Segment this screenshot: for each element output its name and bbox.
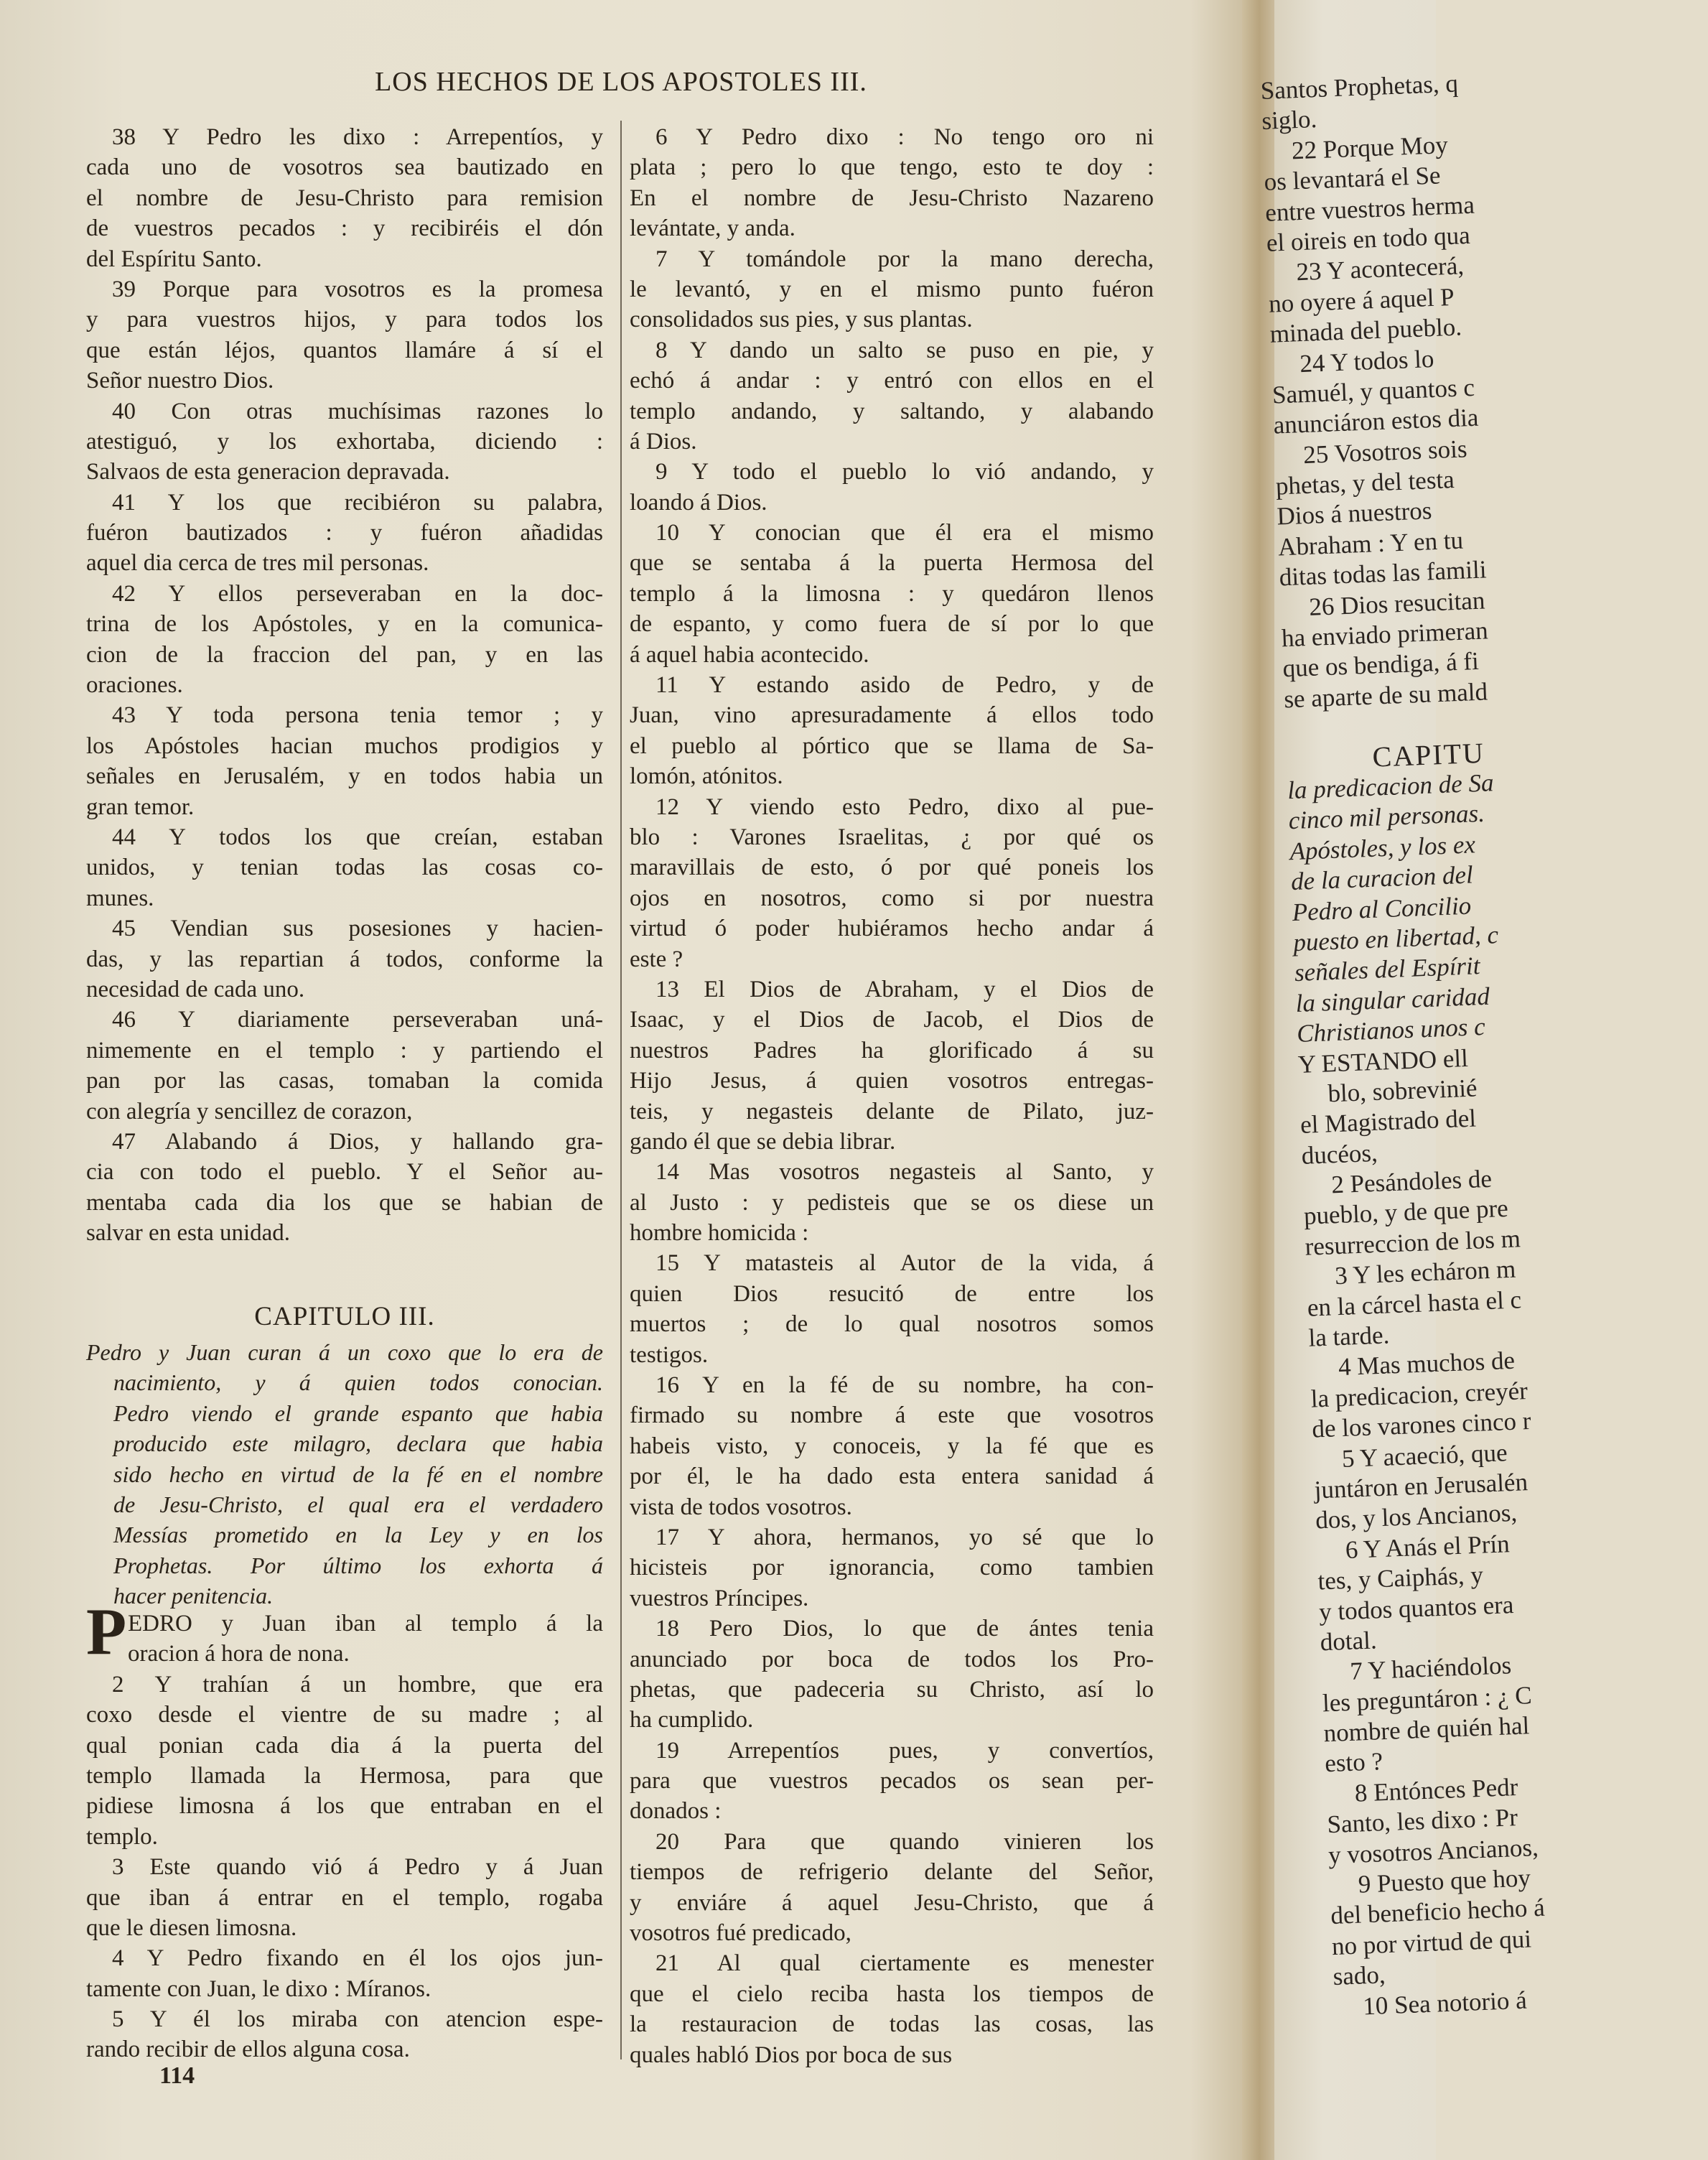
text-line: nuestros Padres ha glorificado á su	[630, 1037, 1154, 1063]
facing-page-line: la singular caridad	[1294, 982, 1490, 1018]
facing-page-line: 5 Y acaeció, que	[1341, 1438, 1508, 1473]
text-line: de vuestros pecados : y recibiréis el dón	[86, 215, 603, 242]
text-line: de espanto, y como fuera de sí por lo que	[630, 611, 1154, 638]
verse-paragraph	[630, 335, 1154, 457]
verse-paragraph	[630, 1736, 1154, 1827]
verse-paragraph	[630, 1157, 1154, 1248]
text-line: lomón, atónitos.	[630, 763, 783, 790]
text-line: 5 Y él los miraba con atencion espe-	[112, 2006, 603, 2033]
facing-page-line: dos, y los Ancianos,	[1315, 1499, 1518, 1535]
page-number: 114	[159, 2062, 195, 2089]
text-line: 45 Vendian sus posesiones y hacien-	[112, 916, 603, 942]
text-line: 21 Al qual ciertamente es menester	[655, 1950, 1154, 1977]
text-line: 17 Y ahora, hermanos, yo sé que lo	[655, 1524, 1154, 1550]
text-line: los Apóstoles hacian muchos prodigios y	[86, 732, 603, 759]
facing-page-line: 7 Y haciéndolos	[1349, 1651, 1512, 1686]
facing-page-line: Pedro al Concilio	[1292, 891, 1472, 926]
text-line: rando recibir de ellos alguna cosa.	[86, 2036, 410, 2063]
verse-paragraph	[630, 1827, 1154, 1949]
text-line: que iban á entrar en el templo, rogaba	[86, 1884, 603, 1911]
text-line: quales habló Dios por boca de sus	[630, 2042, 953, 2068]
text-line: á aquel habia acontecido.	[630, 641, 869, 668]
facing-page-line: Santo, les dixo : Pr	[1326, 1803, 1518, 1839]
facing-page-line: que os bendiga, á fi	[1282, 647, 1480, 683]
facing-page-line: Abraham : Y en tu	[1277, 526, 1464, 562]
verse-paragraph	[86, 1127, 603, 1249]
text-line: teis, y negasteis delante de Pilato, juz-	[630, 1098, 1154, 1125]
text-line: 10 Y conocian que él era el mismo	[655, 520, 1154, 546]
facing-page-line: esto ?	[1324, 1747, 1383, 1778]
verse-paragraph	[86, 1609, 603, 1670]
text-line: vuestros Príncipes.	[630, 1585, 809, 1611]
verse-paragraph	[630, 1948, 1154, 2070]
text-line: Salvaos de esta generacion depravada.	[86, 459, 450, 485]
facing-page-line: 25 Vosotros sois	[1302, 434, 1468, 469]
text-line: que el cielo reciba hasta los tiempos de	[630, 1980, 1154, 2007]
text-line: 9 Y todo el pueblo lo vió andando, y	[655, 459, 1154, 485]
text-line: donados :	[630, 1798, 722, 1825]
verse-paragraph	[630, 1370, 1154, 1522]
text-line: por él, le ha dado esta entera sanidad á	[630, 1463, 1154, 1490]
text-line: y para vuestros hijos, y para todos los	[86, 307, 603, 333]
facing-page-line: les preguntáron : ¿ C	[1322, 1680, 1533, 1718]
text-line: que se sentaba á la puerta Hermosa del	[630, 550, 1154, 577]
facing-page-line: resurreccion de los m	[1304, 1224, 1521, 1261]
summary-line: sido hecho en virtud de la fé en el nombre	[113, 1461, 603, 1487]
text-line: 2 Y trahían á un hombre, que era	[112, 1671, 603, 1698]
text-line: ojos en nosotros, como si por nuestra	[630, 885, 1154, 911]
text-line: 44 Y todos los que creían, estaban	[112, 824, 603, 850]
facing-page-line: minada del pueblo.	[1269, 312, 1462, 348]
text-line: pidiese limosna á los que entraban en el	[86, 1793, 603, 1820]
text-line: que le diesen limosna.	[86, 1914, 297, 1941]
facing-page-line: anunciáron estos dia	[1272, 403, 1480, 439]
facing-page-line: 23 Y acontecerá,	[1295, 251, 1465, 287]
facing-page-line: os levantará el Se	[1263, 161, 1442, 197]
summary-line: Pedro viendo el grande espanto que habia	[113, 1400, 603, 1426]
text-line: tiempos de refrigerio delante del Señor,	[630, 1859, 1154, 1886]
text-line: templo á la limosna : y quedáron llenos	[630, 580, 1154, 607]
chapter-summary	[86, 1337, 603, 1611]
text-line: á Dios.	[630, 428, 697, 455]
verse-paragraph	[86, 1670, 603, 1852]
facing-page-line: siglo.	[1261, 105, 1317, 136]
text-line: cada uno de vosotros sea bautizado en	[86, 154, 603, 181]
verse-paragraph	[630, 244, 1154, 335]
text-line: testigos.	[630, 1341, 709, 1368]
text-line: 16 Y en la fé de su nombre, ha con-	[655, 1372, 1154, 1399]
facing-page-line: ducéos,	[1301, 1138, 1378, 1170]
facing-page-line: pueblo, y de que pre	[1303, 1194, 1509, 1231]
facing-page-line: 2 Pesándoles de	[1330, 1164, 1493, 1199]
facing-page-line: entre vuestros herma	[1264, 190, 1475, 227]
facing-page-line: en la cárcel hasta el c	[1307, 1285, 1522, 1322]
facing-page-line: juntáron en Jerusalén	[1313, 1468, 1529, 1504]
text-line: loando á Dios.	[630, 489, 767, 516]
text-line: EDRO y Juan iban al templo á la	[128, 1611, 603, 1637]
verse-paragraph	[86, 579, 603, 701]
text-line: oracion á hora de nona.	[128, 1641, 350, 1667]
text-line: consolidados sus pies, y sus plantas.	[630, 307, 973, 333]
verse-paragraph	[630, 792, 1154, 974]
text-line: y enviáre á aquel Jesu-Christo, que á	[630, 1889, 1154, 1916]
summary-line: Prophetas. Por último los exhorta á	[113, 1552, 603, 1578]
facing-page-line: nombre de quién hal	[1322, 1711, 1530, 1748]
text-line: unidos, y tenian todas las cosas co-	[86, 855, 603, 881]
text-line: munes.	[86, 885, 154, 911]
right-column	[630, 122, 1154, 2070]
text-line: 38 Y Pedro les dixo : Arrepentíos, y	[112, 124, 603, 150]
verse-paragraph	[630, 457, 1154, 518]
text-line: con alegría y sencillez de corazon,	[86, 1098, 413, 1125]
left-column-acts-2	[86, 122, 603, 1248]
facing-page-line: del beneficio hecho á	[1330, 1894, 1546, 1930]
text-line: muertos ; de lo qual nosotros somos	[630, 1311, 1154, 1338]
text-line: Señor nuestro Dios.	[86, 368, 274, 394]
verse-paragraph	[86, 274, 603, 396]
text-line: 14 Mas vosotros negasteis al Santo, y	[655, 1159, 1154, 1186]
text-line: del Espíritu Santo.	[86, 246, 262, 272]
text-line: En el nombre de Jesu-Christo Nazareno	[630, 185, 1154, 211]
facing-page-line: se aparte de su mald	[1283, 677, 1488, 714]
text-line: 18 Pero Dios, lo que de ántes tenia	[655, 1616, 1154, 1642]
text-line: Hijo Jesus, á quien vosotros entregas-	[630, 1068, 1154, 1094]
text-line: señales en Jerusalém, y en todos habia un	[86, 763, 603, 790]
text-line: habeis visto, y conoceis, y la fé que es	[630, 1433, 1154, 1459]
facing-page-line: 24 Y todos lo	[1299, 344, 1435, 378]
text-line: le levantó, y en el mismo punto fuéron	[630, 276, 1154, 302]
column-divider	[620, 121, 622, 2059]
text-line: 43 Y toda persona tenia temor ; y	[112, 702, 603, 729]
left-column-acts-3	[86, 1609, 603, 2065]
text-line: vista de todos vosotros.	[630, 1494, 852, 1520]
text-line: quien Dios resucitó de entre los	[630, 1280, 1154, 1307]
text-line: hicisteis por ignorancia, como tambien	[630, 1555, 1154, 1581]
text-line: salvar en esta unidad.	[86, 1220, 291, 1247]
verse-paragraph	[630, 670, 1154, 792]
facing-page	[1260, 0, 1546, 2160]
text-line: templo andando, y saltando, y alabando	[630, 398, 1154, 424]
summary-line: de Jesu-Christo, el qual era el verdadero	[113, 1491, 603, 1517]
text-line: 12 Y viendo esto Pedro, dixo al pue-	[655, 793, 1154, 820]
verse-paragraph	[86, 1852, 603, 1943]
facing-page-line: Samuél, y quantos c	[1271, 373, 1475, 409]
text-line: cion de la fraccion del pan, y en las	[86, 641, 603, 668]
verse-paragraph	[86, 1943, 603, 2004]
text-line: phetas, que padeceria su Christo, así lo	[630, 1676, 1154, 1703]
text-line: atestiguó, y los exhortaba, diciendo :	[86, 428, 603, 455]
text-line: 13 El Dios de Abraham, y el Dios de	[655, 976, 1154, 1002]
text-line: coxo desde el vientre de su madre ; al	[86, 1702, 603, 1728]
facing-page-line: phetas, y del testa	[1275, 465, 1455, 501]
text-line: al Justo : y pedisteis que se os diese un	[630, 1189, 1154, 1216]
facing-page-line: blo, sobrevinié	[1327, 1074, 1478, 1108]
summary-line: Pedro y Juan curan á un coxo que lo era de	[86, 1339, 603, 1365]
text-line: el nombre de Jesu-Christo para remision	[86, 185, 603, 211]
verse-paragraph	[86, 822, 603, 913]
text-line: pan por las casas, tomaban la comida	[86, 1068, 603, 1094]
text-line: nimemente en el templo : y partiendo el	[86, 1037, 603, 1063]
facing-page-line: puesto en libertad, c	[1292, 921, 1499, 957]
verse-paragraph	[86, 396, 603, 488]
text-line: 3 Este quando vió á Pedro y á Juan	[112, 1854, 603, 1881]
facing-page-line: ha enviado primeran	[1281, 616, 1489, 653]
facing-page-line: de la curacion del	[1290, 860, 1474, 896]
text-line: que están léjos, quantos llamáre á sí el	[86, 337, 603, 363]
text-line: templo llamada la Hermosa, para que	[86, 1762, 603, 1789]
facing-page-line: Y ESTANDO ell	[1297, 1043, 1469, 1079]
text-line: Juan, vino apresuradamente á ellos todo	[630, 702, 1154, 729]
verse-paragraph	[630, 1614, 1154, 1736]
facing-page-line: tes, y Caiphás, y	[1317, 1560, 1484, 1596]
facing-page-line: la predicacion, creyér	[1310, 1376, 1529, 1413]
text-line: blo : Varones Israelitas, ¿ por qué os	[630, 824, 1154, 850]
facing-page-line: 4 Mas muchos de	[1338, 1346, 1516, 1382]
facing-page-line: 8 Entónces Pedr	[1354, 1772, 1518, 1807]
verse-paragraph	[86, 2004, 603, 2065]
text-line: echó á andar : y entró con ellos en el	[630, 368, 1154, 394]
facing-page-line: dotal.	[1320, 1626, 1378, 1657]
facing-page-line: Dios á nuestros	[1276, 496, 1433, 531]
facing-page-line: Apóstoles, y los ex	[1289, 830, 1476, 865]
text-line: 4 Y Pedro fixando en él los ojos jun-	[112, 1945, 603, 1972]
facing-page-line: no oyere á aquel P	[1268, 282, 1455, 318]
text-line: maravillais de esto, ó por qué poneis los	[630, 855, 1154, 881]
text-line: ha cumplido.	[630, 1707, 754, 1733]
running-head: LOS HECHOS DE LOS APOSTOLES III.	[375, 67, 867, 97]
verse-paragraph	[630, 1248, 1154, 1370]
drop-cap: P	[86, 1595, 127, 1668]
summary-line: nacimiento, y á quien todos conocian.	[113, 1369, 603, 1396]
facing-page-line: el Magistrado del	[1299, 1104, 1477, 1140]
verse-paragraph	[630, 518, 1154, 670]
chapter-heading: CAPITULO III.	[254, 1302, 435, 1331]
facing-page-line: la tarde.	[1307, 1321, 1390, 1352]
text-line: mentaba cada dia los que se habian de	[86, 1189, 603, 1216]
text-line: este ?	[630, 946, 683, 972]
verse-paragraph	[630, 974, 1154, 1157]
verse-paragraph	[86, 700, 603, 822]
facing-page-line: Santos Prophetas, q	[1260, 69, 1459, 105]
summary-line: hacer penitencia.	[113, 1583, 274, 1609]
text-line: 41 Y los que recibiéron su palabra,	[112, 489, 603, 516]
text-line: 6 Y Pedro dixo : No tengo oro ni	[655, 124, 1154, 150]
text-line: 20 Para que quando vinieren los	[655, 1828, 1154, 1855]
text-line: plata ; pero lo que tengo, esto te doy :	[630, 154, 1154, 181]
text-line: vosotros fué predicado,	[630, 1920, 851, 1947]
text-line: oraciones.	[86, 672, 183, 699]
text-line: 47 Alabando á Dios, y hallando gra-	[112, 1128, 603, 1155]
text-line: tamente con Juan, le dixo : Míranos.	[86, 1975, 431, 2002]
text-line: la restauracion de todas las cosas, las	[630, 2011, 1154, 2038]
text-line: firmado su nombre á este que vosotros	[630, 1402, 1154, 1429]
text-line: Isaac, y el Dios de Jacob, el Dios de	[630, 1007, 1154, 1033]
facing-page-line: y vosotros Ancianos,	[1327, 1833, 1539, 1869]
text-line: hombre homicida :	[630, 1220, 809, 1247]
text-line: aquel dia cerca de tres mil personas.	[86, 550, 429, 577]
text-line: templo.	[86, 1823, 158, 1850]
facing-page-line: 10 Sea notorio á	[1362, 1986, 1528, 2021]
text-line: para que vuestros pecados os sean per-	[630, 1768, 1154, 1794]
verse-paragraph	[86, 913, 603, 1005]
facing-page-line: 6 Y Anás el Prín	[1345, 1529, 1511, 1564]
facing-page-line: cinco mil personas.	[1288, 799, 1485, 835]
verse-paragraph	[86, 1005, 603, 1127]
summary-line: producido este milagro, declara que habia	[113, 1430, 603, 1457]
text-line: el pueblo al pórtico que se llama de Sa-	[630, 732, 1154, 759]
text-line: gando él que se debia librar.	[630, 1128, 896, 1155]
text-line: 11 Y estando asido de Pedro, y de	[655, 672, 1154, 699]
facing-page-line: de los varones cinco r	[1311, 1407, 1532, 1443]
facing-page-line: sado,	[1332, 1960, 1386, 1991]
verse-paragraph	[630, 122, 1154, 244]
verse-paragraph	[86, 122, 603, 274]
text-line: qual ponian cada dia á la puerta del	[86, 1732, 603, 1759]
text-line: 42 Y ellos perseveraban en la doc-	[112, 580, 603, 607]
facing-page-line: 26 Dios resucitan	[1308, 586, 1485, 621]
text-line: 19 Arrepentíos pues, y convertíos,	[655, 1737, 1154, 1764]
facing-page-line: señales del Espírit	[1294, 951, 1481, 987]
facing-page-line: Christianos unos c	[1296, 1012, 1486, 1048]
text-line: anunciado por boca de todos los Pro-	[630, 1646, 1154, 1672]
facing-page-line: la predicacion de Sa	[1287, 768, 1495, 805]
text-line: fuéron bautizados : y fuéron añadidas	[86, 520, 603, 546]
facing-page-line: el oireis en todo qua	[1266, 220, 1471, 257]
text-line: 46 Y diariamente perseveraban uná-	[112, 1007, 603, 1033]
text-line: trina de los Apóstoles, y en la comunica-	[86, 611, 603, 638]
summary-line: Messías prometido en la Ley y en los	[113, 1522, 603, 1548]
text-line: 15 Y matasteis al Autor de la vida, á	[655, 1250, 1154, 1277]
text-line: das, y las repartian á todos, conforme la	[86, 946, 603, 972]
text-line: 39 Porque para vosotros es la promesa	[112, 276, 603, 302]
facing-page-line: 3 Y les echáron m	[1334, 1254, 1516, 1290]
text-line: gran temor.	[86, 793, 195, 820]
text-line: 40 Con otras muchísimas razones lo	[112, 398, 603, 424]
text-line: cia con todo el pueblo. Y el Señor au-	[86, 1159, 603, 1186]
facing-page-line: y todos quantos era	[1318, 1590, 1514, 1626]
verse-paragraph	[630, 1522, 1154, 1614]
facing-page-text	[1260, 61, 1708, 2022]
verse-paragraph	[86, 488, 603, 579]
facing-page-line: CAPITU	[1371, 736, 1485, 773]
text-line: levántate, y anda.	[630, 215, 795, 242]
text-line: 8 Y dando un salto se puso en pie, y	[655, 337, 1154, 363]
facing-page-line: no por virtud de qui	[1331, 1924, 1532, 1960]
facing-page-line: 22 Porque Moy	[1291, 130, 1449, 165]
text-line: necesidad de cada uno.	[86, 976, 305, 1002]
text-line: 7 Y tomándole por la mano derecha,	[655, 246, 1154, 272]
facing-page-line: 9 Puesto que hoy	[1358, 1863, 1531, 1899]
text-line: virtud ó poder hubiéramos hecho andar á	[630, 916, 1154, 942]
facing-page-line: ditas todas las famili	[1279, 555, 1488, 592]
